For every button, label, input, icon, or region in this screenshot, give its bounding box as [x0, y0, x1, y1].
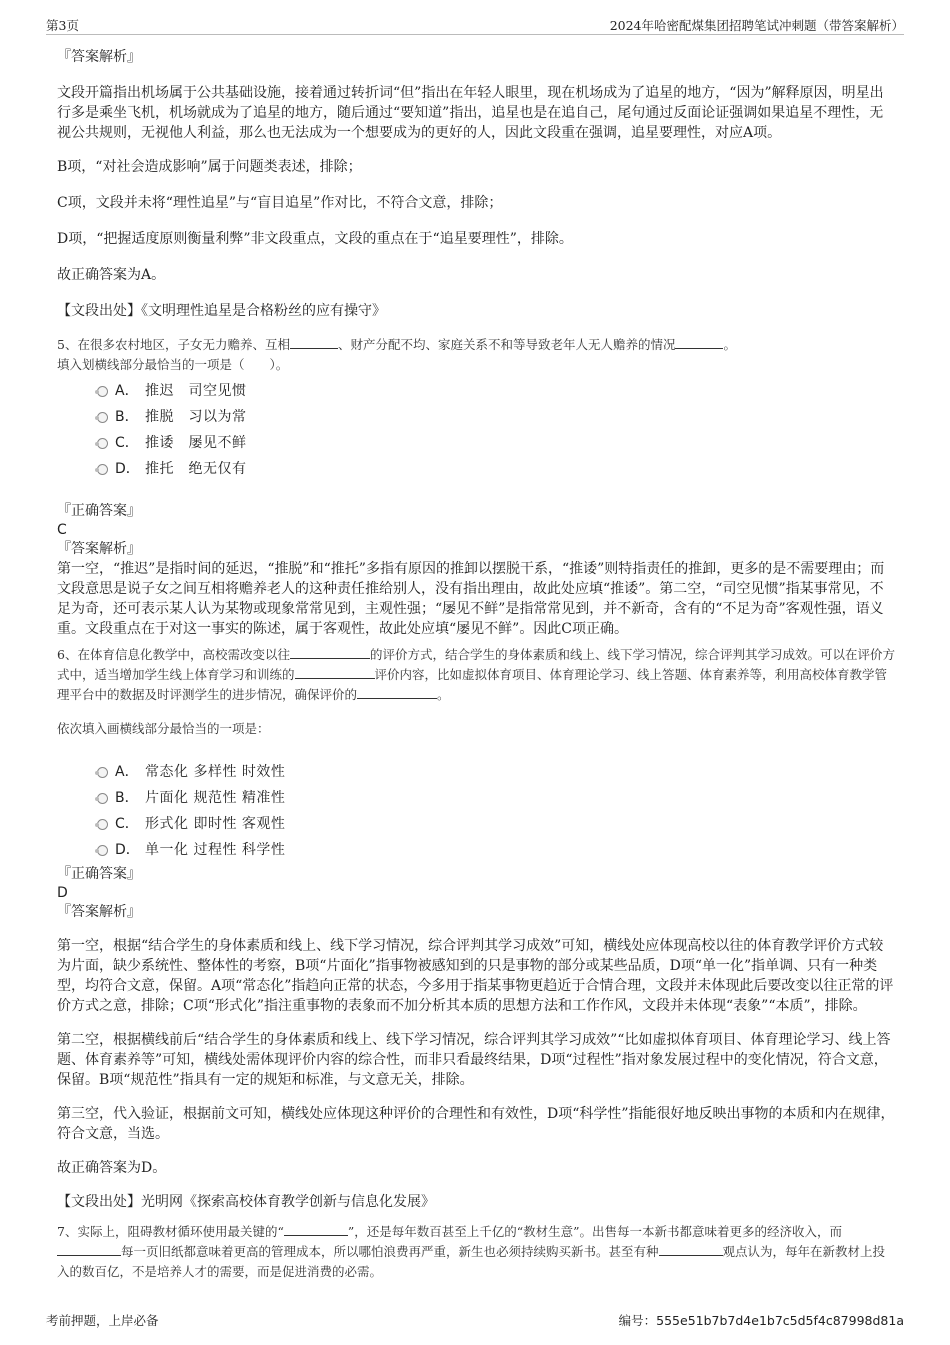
q5-stem: 5、在很多农村地区，子女无力赡养、互相 、财产分配不均、家庭关系不和等导致老年人无人赡养的情况 。	[57, 337, 736, 352]
footer-slogan: 考前押题，上岸必备	[46, 1313, 159, 1328]
q4-analysis-p1: 文段开篇指出机场属于公共基础设施，接着通过转折词“但”指出在年轻人眼里，现在机场成为了追星的地方，“因为”解释原因，明星出行多是乘坐飞机，机场就成为了追星的地方，随后通过“要知道”指出，追星也是在追自己，尾句通过反面论证强调如果追星不理性，无视公共规则，无视他人利益，那么也无法成为一个想要成为的更好的人，因此文段重在强调，追星要理性，对应A项。	[57, 85, 884, 141]
q6-option-a[interactable]: A． 常态化 多样性 时效性	[57, 759, 897, 785]
q4-option-d-note: D项，“把握适度原则衡量利弊”非文段重点，文段的重点在于“追星要理性”，排除。	[57, 231, 573, 247]
q6-analysis-p3: 第三空，代入验证，根据前文可知，横线处应体现这种评价的合理性和有效性，D项“科学性”指能很好地反映出事物的本质和内在规律，符合文意，当选。	[57, 1106, 895, 1142]
q5-correct-answer: C	[57, 522, 67, 538]
q6-option-b[interactable]: B． 片面化 规范性 精准性	[57, 785, 897, 811]
q6-stem: 6、在体育信息化教学中，高校需改变以往 的评价方式，结合学生的身体素质和线上、线下学习情况，综合评判其学习成效。可以在评价方式中，适当增加学生线上体育学习和训练的 评价内容，比如虚拟体育项目、体育理论学习、线上答题、体育素养等，利用高校体育教学管理平台中的数据及时评测学生的进步情况，确保评价的 。	[57, 647, 895, 702]
q5-options	[57, 378, 897, 482]
radio-icon[interactable]	[97, 464, 108, 475]
q5-correct-label: 『正确答案』	[57, 503, 141, 519]
q6-analysis-p1: 第一空，根据“结合学生的身体素质和线上、线下学习情况，综合评判其学习成效”可知，横线处应体现高校以往的体育教学评价方式较为片面，缺少系统性、整体性的考察，B项“片面化”指事物被感知到的只是事物的部分或某些品质，D项“单一化”指单调、只有一种类型，均符合文意，保留。A项“常态化”指趋向正常的状态，今多用于指某事物更趋近于合情合理，文段并未体现此后要改变以往正常的评价方式之意，排除；C项“形式化”指注重事物的表象而不加分析其本质的思想方法和工作作风，文段并未体现“表象”“本质”，排除。	[57, 938, 894, 1014]
q4-analysis-label: 『答案解析』	[57, 49, 141, 65]
q4-option-b-note: B项，“对社会造成影响”属于问题类表述，排除；	[57, 159, 362, 175]
q5-option-a[interactable]: A． 推迟 司空见惯	[57, 378, 897, 404]
q4-conclusion: 故正确答案为A。	[57, 267, 166, 283]
document-title: 2024年哈密配煤集团招聘笔试冲刺题（带答案解析）	[609, 18, 904, 33]
q6-analysis-label: 『答案解析』	[57, 904, 141, 920]
radio-icon[interactable]	[97, 819, 108, 830]
radio-icon[interactable]	[97, 767, 108, 778]
radio-icon[interactable]	[97, 438, 108, 449]
q6-option-d[interactable]: D． 单一化 过程性 科学性	[57, 837, 897, 863]
q5-option-d[interactable]: D． 推托 绝无仅有	[57, 456, 897, 482]
q6-options	[57, 759, 897, 863]
q4-option-c-note: C项，文段并未将“理性追星”与“盲目追星”作对比，不符合文意，排除；	[57, 195, 503, 211]
q6-analysis-p2: 第二空，根据横线前后“结合学生的身体素质和线上、线下学习情况，综合评判其学习成效”“比如虚拟体育项目、体育理论学习、线上答题、体育素养等”可知，横线处需体现评价内容的综合性，而非只看最终结果，D项“过程性”指对象发展过程中的变化情况，符合文意，保留。B项“规范性”指具有一定的规矩和标准，与文意无关，排除。	[57, 1032, 891, 1088]
document-code: 编号：555e51b7b7d4e1b7c5d5f4c87998d81a	[618, 1313, 904, 1328]
radio-icon[interactable]	[97, 793, 108, 804]
q6-correct-answer: D	[57, 885, 68, 901]
q6-conclusion: 故正确答案为D。	[57, 1160, 167, 1176]
q4-source: 【文段出处】《文明理性追星是合格粉丝的应有操守》	[57, 303, 386, 319]
radio-icon[interactable]	[97, 386, 108, 397]
q5-prompt: 填入划横线部分最恰当的一项是（ ）。	[57, 357, 289, 372]
q5-option-b[interactable]: B． 推脱 习以为常	[57, 404, 897, 430]
q6-correct-label: 『正确答案』	[57, 866, 141, 882]
q6-option-c[interactable]: C． 形式化 即时性 客观性	[57, 811, 897, 837]
q5-analysis-label: 『答案解析』	[57, 541, 141, 557]
q5-analysis: 第一空，“推迟”是指时间的延迟，“推脱”和“推托”多指有原因的推卸以摆脱干系，“推诿”则特指责任的推卸，更多的是不需要理由；而文段意思是说子女之间互相将赡养老人的这种责任推给别人，没有指出理由，故此处应填“推诿”。第二空，“司空见惯”指某事常见，不足为奇，还可表示某人认为某物或现象常常见到，主观性强；“屡见不鲜”是指常常见到，并不新奇，含有的“不足为奇”客观性强，语义重。文段重点在于对这一事实的陈述，属于客观性，故此处应填“屡见不鲜”。因此C项正确。	[57, 561, 885, 637]
page-header	[46, 12, 904, 35]
q6-source: 【文段出处】光明网《探索高校体育教学创新与信息化发展》	[57, 1194, 435, 1210]
main-content	[57, 44, 897, 1282]
q5-option-c[interactable]: C． 推诿 屡见不鲜	[57, 430, 897, 456]
page-number: 第3页	[46, 18, 79, 33]
radio-icon[interactable]	[97, 412, 108, 423]
q6-prompt: 依次填入画横线部分最恰当的一项是：	[57, 721, 270, 736]
q7-stem: 7、实际上，阻碍教材循环使用最关键的“ ”，还是每年数百甚至上千亿的“教材生意”。出售每一本新书都意味着更多的经济收入，而每一页旧纸都意味着更高的管理成本，所以哪怕浪费再严重，新生也必须持续购买新书。甚至有种 观点认为，每年在新教材上投入的数百亿，不是培养人才的需要，而是促进消费的必需。	[57, 1224, 886, 1279]
radio-icon[interactable]	[97, 845, 108, 856]
